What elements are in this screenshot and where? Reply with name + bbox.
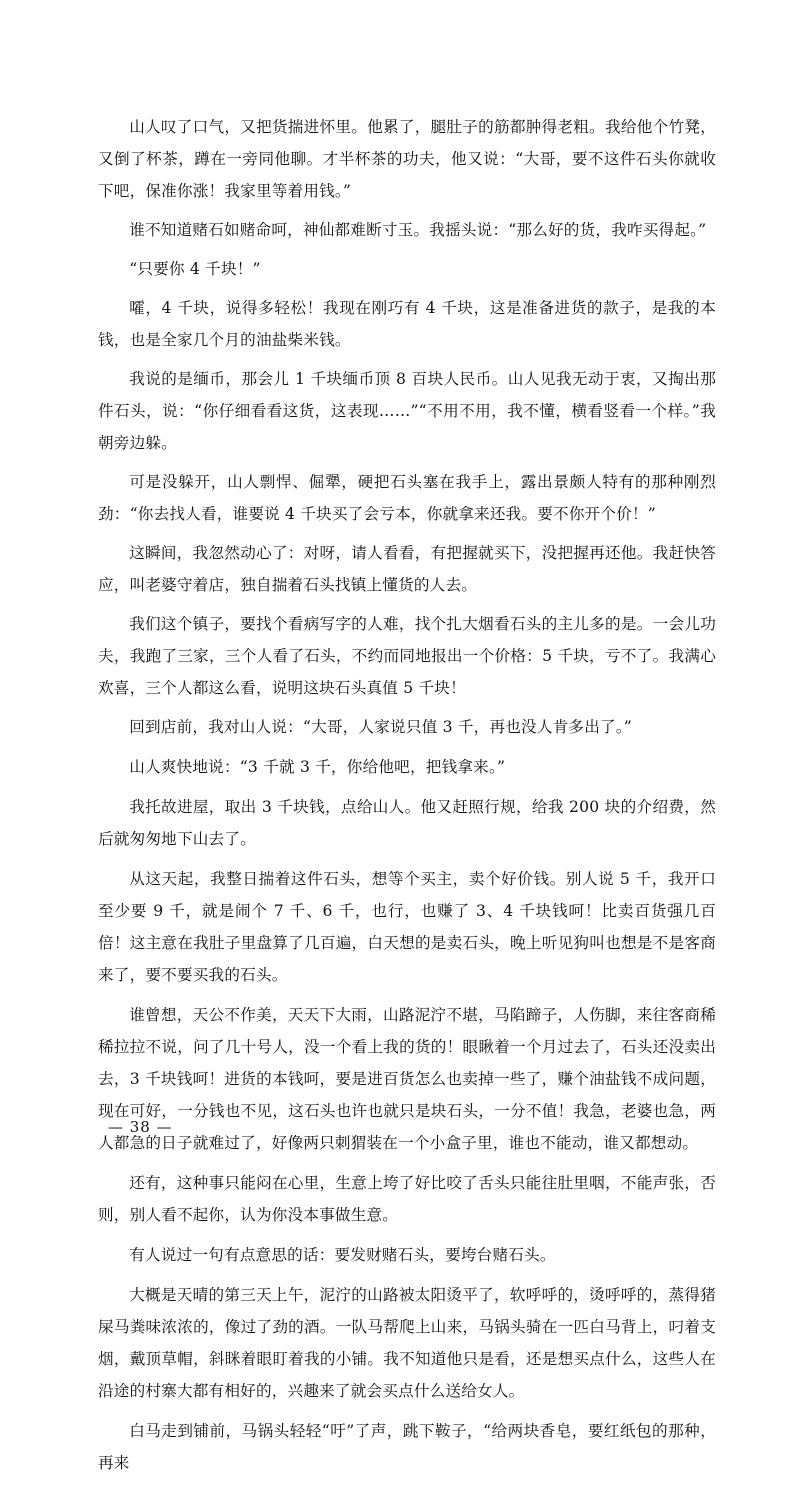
paragraph: 有人说过一句有点意思的话：要发财赌石头，要垮台赌石头。 [129, 1246, 556, 1264]
paragraph: 我托故进屋，取出 3 千块钱，点给山人。他又赶照行规，给我 200 块的介绍费，然后就匆匆地下山去了。 [98, 798, 716, 848]
paragraph: 嚯，4 千块，说得多轻松！我现在刚巧有 4 千块，这是准备进货的款子，是我的本钱，也是全家几个月的油盐柴米钱。 [98, 299, 716, 349]
body-text [98, 111, 716, 1487]
paragraph: “只要你 4 千块！” [129, 260, 261, 278]
paragraph: 从这天起，我整日揣着这件石头，想等个买主，卖个好价钱。别人说 5 千，我开口至少要 9 千，就是闹个 7 千、6 千，也行，也赚了 3、4 千块钱呵！比卖百货强几百倍！这主意在我肚子里盘算了几百遍，白天想的是卖石头，晚上听见狗叫也想是不是客商来了，要不要买我的石头。 [98, 870, 716, 984]
paragraph: 谁不知道赌石如赌命呵，神仙都难断寸玉。我摇头说：“那么好的货，我咋买得起。” [129, 221, 707, 239]
paragraph: 可是没躲开，山人剽悍、倔犟，硬把石头塞在我手上，露出景颇人特有的那种刚烈劲：“你去找人看，谁要说 4 千块买了会亏本，你就拿来还我。要不你开个价！” [98, 473, 716, 523]
paragraph: 大概是天晴的第三天上午，泥泞的山路被太阳烫平了，软呼呼的，烫呼呼的，蒸得猪屎马粪味浓浓的，像过了劲的酒。一队马帮爬上山来，马锅头骑在一匹白马背上，叼着支烟，戴顶草帽，斜眯着眼盯着我的小铺。我不知道他只是看，还是想买点什么，这些人在沿途的村寨大都有相好的，兴趣来了就会买点什么送给女人。 [98, 1286, 716, 1400]
paragraph: 这瞬间，我忽然动心了：对呀，请人看看，有把握就买下，没把握再还他。我赶快答应，叫老婆守着店，独自揣着石头找镇上懂货的人去。 [98, 544, 716, 594]
page-number: — 38 — [108, 1118, 173, 1136]
paragraph: 我们这个镇子，要找个看病写字的人难，找个扎大烟看石头的主儿多的是。一会儿功夫，我跑了三家，三个人看了石头，不约而同地报出一个价格：5 千块，亏不了。我满心欢喜，三个人都这么看，说明这块石头真值 5 千块！ [98, 615, 716, 697]
paragraph: 我说的是缅币，那会儿 1 千块缅币顶 8 百块人民币。山人见我无动于衷，又掏出那件石头，说：“你仔细看看这货，这表现……”“不用不用，我不懂，横看竖看一个样。”我朝旁边躲。 [98, 370, 716, 452]
paragraph: 山人叹了口气，又把货揣进怀里。他累了，腿肚子的筋都肿得老粗。我给他个竹凳，又倒了杯茶，蹲在一旁同他聊。才半杯茶的功夫，他又说：“大哥，要不这件石头你就收下吧，保准你涨！我家里等着用钱。” [98, 118, 716, 200]
paragraph: 山人爽快地说：“3 千就 3 千，你给他吧，把钱拿来。” [129, 758, 506, 776]
paragraph: 谁曾想，天公不作美，天天下大雨，山路泥泞不堪，马陷蹄子，人伤脚，来往客商稀稀拉拉不说，问了几十号人，没一个看上我的货的！眼瞅着一个月过去了，石头还没卖出去，3 千块钱呵！进货的本钱呵，要是进百货怎么也卖掉一些了，赚个油盐钱不成问题，现在可好，一分钱也不见，这石头也许也就只是块石头，一分不值！我急，老婆也急，两人都急的日子就难过了，好像两只刺猬装在一个小盒子里，谁也不能动，谁又都想动。 [98, 1006, 716, 1152]
paragraph: 还有，这种事只能闷在心里，生意上垮了好比咬了舌头只能往肚里咽，不能声张，否则，别人看不起你，认为你没本事做生意。 [98, 1174, 716, 1224]
paragraph: 回到店前，我对山人说：“大哥，人家说只值 3 千，再也没人肯多出了。” [129, 718, 632, 736]
paragraph: 白马走到铺前，马锅头轻轻“吁”了声，跳下鞍子，“给两块香皂，要红纸包的那种，再来 [98, 1422, 716, 1472]
